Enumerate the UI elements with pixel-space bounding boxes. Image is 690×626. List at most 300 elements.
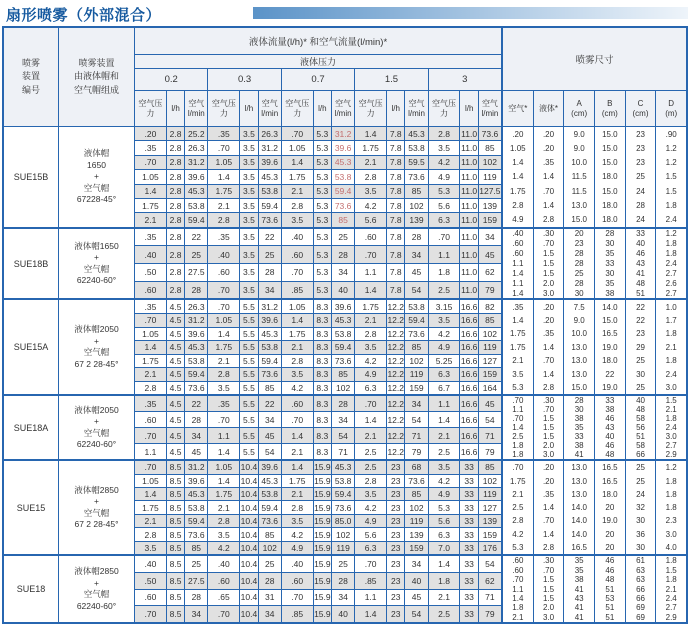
dim-value: 46 [605,565,615,575]
flow-cell: 59.4 [259,355,281,368]
dims-column [503,127,533,227]
flow-cell: 10.4 [240,529,258,540]
flow-cell: 28 [185,412,207,427]
dims-column [503,461,533,554]
flow-cell: 59.4 [185,368,207,381]
dim-value: 7.5 [573,302,585,312]
dim-value: 35 [605,278,615,288]
dim-value: 63 [636,565,645,575]
flow-cell: 1.75 [208,341,239,354]
flow-cell: 8.3 [314,444,331,459]
flow-cell: 1.4 [355,127,386,140]
flow-cell: 12.2 [387,428,404,443]
dim-value: 35 [574,556,584,566]
flow-cell: 27.5 [185,264,207,281]
dim-value: 30 [636,369,645,379]
flow-cell: 39.6 [259,156,281,169]
flow-cell: 4.2 [429,328,460,341]
dim-value: 25 [636,356,645,366]
flow-cell: 26.3 [185,141,207,154]
pressure-value: 0.7 [281,69,354,90]
dim-value: 1.8 [665,200,677,210]
dim-value: 38 [605,288,615,298]
dim-value: 5.3 [512,383,524,393]
flow-cell: 5.5 [240,444,257,459]
flow-cell: 3.5 [240,170,257,183]
lh-label: l/h [239,91,257,126]
flow-cell: 79 [479,606,501,622]
dim-value: 1.8 [665,575,677,585]
flow-cell: 3.5 [282,368,313,381]
flow-cell: 23 [387,515,404,527]
flow-cell: 119 [332,542,354,554]
dims-column [594,556,625,622]
dim-value: 1.5 [542,584,555,594]
flow-cell: .60 [135,282,166,299]
air-lmin-label [404,91,427,126]
flow-cell: 33 [460,573,477,589]
flow-cell: 54 [479,556,501,572]
flow-cell: 22 [259,396,281,411]
flow-cell: 1.8 [429,573,460,589]
dim-value: 1.75 [510,342,526,352]
dims-column [625,556,656,622]
spec-block [4,394,686,459]
dim-value: 1.5 [542,259,555,269]
dim-value: 40 [636,396,645,406]
dim-value: 25 [636,463,645,473]
flow-cell: .70 [282,264,313,281]
dim-value: 35 [574,423,584,433]
dim-value: 29 [636,342,645,352]
flow-cell: 1.4 [135,341,166,354]
dim-value: 28 [605,229,615,239]
air-lmin-line: l/min [261,108,279,118]
flow-cell: 22 [185,396,207,411]
flow-cell: 79 [479,282,501,299]
dim-value: 1.2 [665,143,677,153]
pressure-values-row [135,69,501,91]
dim-value: 61 [636,556,645,566]
flow-cell: 71 [479,428,501,443]
flow-cell: 5.3 [314,213,331,226]
flow-cell: 5.3 [429,501,460,513]
dim-value: 1.8 [512,450,524,460]
dims-section [503,300,686,394]
flow-cell: 10.4 [240,542,258,553]
air-lmin-line: l/min [187,108,205,118]
dim-value: 51 [636,432,645,442]
flow-cell: 7.8 [387,170,404,183]
dim-value: 1.4 [512,316,524,326]
dim-value: 2.5 [512,503,524,513]
dim-value: 2.0 [542,441,555,451]
dim-value: 1.5 [665,186,677,196]
pressure-value: 1.5 [354,69,427,90]
flow-cell: .35 [135,229,166,246]
dim-value: 28 [574,278,584,288]
flow-cell: 54 [259,444,281,459]
flow-cell: 25 [259,246,281,263]
flow-cell: 39.6 [259,461,281,473]
dims-col-line: C [637,98,644,108]
flow-cell: 8.5 [167,488,184,500]
flow-cell: 73.6 [405,328,427,341]
flow-grid [135,396,503,459]
dims-col-label [563,91,594,126]
flow-cell: 40 [332,606,354,622]
flow-cell: 1.4 [135,185,166,198]
flow-cell: 2.8 [167,229,184,246]
flow-cell: 53.8 [332,170,354,183]
dim-value: 1.2 [665,158,677,168]
flow-cell: 1.4 [282,156,313,169]
flow-cell: 4.5 [167,412,184,427]
flow-cell: 23 [387,556,404,572]
flow-cell: .35 [208,396,239,411]
dim-value: 1.8 [665,356,677,366]
dim-value: 16.5 [602,463,618,473]
flow-cell: 5.5 [240,300,257,313]
flow-cell: 2.1 [135,368,166,381]
flow-cell: 8.3 [314,328,331,341]
dim-value: 20 [574,229,584,239]
flow-cell: 4.5 [167,314,184,327]
flow-cell: 127.5 [479,186,501,197]
lh-label: l/h [313,91,331,126]
dim-value: 1.05 [510,143,526,153]
flow-cell: .70 [282,590,313,606]
flow-cell: 73.6 [185,528,207,540]
flow-cell: 2.1 [135,213,166,226]
flow-cell: 1.75 [135,355,166,368]
flow-cell: .70 [135,428,166,443]
flow-cell: 102 [479,328,501,341]
dims-column [655,461,686,554]
dim-value: 2.4 [665,259,677,269]
lh-label: l/h [166,91,184,126]
dim-value: 1.4 [512,593,524,603]
flow-cell: 16.6 [460,369,478,380]
dim-value: 18.0 [602,356,618,366]
flow-cell: 1.75 [135,501,166,513]
flow-cell: 12.2 [387,396,404,411]
dim-value: 69 [636,603,645,613]
flow-cell: 8.5 [167,475,184,487]
flow-cell: 22 [185,229,207,246]
flow-cell: .85 [282,606,313,622]
flow-cell: 139 [479,199,501,212]
flow-cell: 4.2 [429,475,460,487]
dim-value: 2.7 [665,288,677,298]
air-lmin-label [331,91,354,126]
flow-cell: 4.9 [429,488,460,500]
flow-cell: 73.6 [405,475,427,487]
flow-cell: 45.3 [332,156,354,169]
flow-cell: 8.3 [314,368,331,381]
dim-value: 20 [605,542,615,552]
dim-value: 43 [636,259,645,269]
flow-cell: 16.6 [460,301,478,312]
device-id: SUE15A [4,300,59,394]
flow-cell: 59.4 [332,185,354,198]
air-lmin-line: 空气 [481,98,498,108]
flow-cell: 10.4 [240,556,257,572]
flow-cell: 33 [460,515,477,527]
flow-cell: 4.2 [355,501,386,513]
flow-cell: 102 [479,156,501,169]
dim-value: 22 [636,316,645,326]
flow-cell: 28 [332,396,354,411]
dim-value: 2.4 [665,215,677,225]
flow-cell: 2.8 [167,170,184,183]
dim-value: 69 [636,612,645,622]
dims-column [655,229,686,299]
flow-cell: 5.3 [314,229,331,246]
flow-cell: 25 [185,246,207,263]
flow-grid [135,556,503,622]
flow-cell: 28 [259,264,281,281]
dim-value: 2.8 [512,200,524,210]
caps-line: 67228-45° [76,194,117,205]
flow-cell: 8.5 [167,515,184,527]
dim-value: 2.4 [665,369,677,379]
dims-col-line: (cm) [571,108,588,118]
flow-cell: 25 [259,556,281,572]
flow-cell: 7.8 [387,199,404,212]
dims-column [503,556,533,622]
caps-line: 液体帽1650 [74,240,119,251]
flow-cell: 1.1 [429,396,460,411]
flow-cell: 85 [405,341,427,354]
dims-col-line: B [607,98,613,108]
flow-cell: 5.3 [314,246,331,263]
flow-cell: 73.6 [185,382,207,395]
dim-value: 2.5 [512,432,524,442]
dims-column [563,556,594,622]
flow-cell: 59.4 [405,314,427,327]
dim-value: 25 [636,383,645,393]
flow-cell: 1.05 [135,328,166,341]
flow-cell: 31.2 [185,461,207,473]
flow-cell: 7.8 [387,127,404,140]
flow-cell: 1.05 [208,156,239,169]
dim-value: 30 [605,268,615,278]
flow-cell: 5.6 [355,213,386,226]
flow-cell: 4.5 [167,444,184,459]
dims-column [625,300,656,394]
flow-cell: 1.75 [208,185,239,198]
flow-cell: .60 [135,590,166,606]
flow-cell: 1.4 [208,328,239,341]
flow-cell: 3.5 [240,141,257,154]
flow-cell: 1.05 [208,314,239,327]
dim-value: 32 [636,503,645,513]
flow-cell: 102 [332,528,354,540]
caps-line: 液体帽 [83,148,110,159]
flow-cell: 16.6 [460,396,477,411]
dim-value: 14.0 [571,529,587,539]
flow-cell: 16.6 [460,342,478,353]
caps-line: 67 2 28-45° [74,358,119,369]
dim-value: .20 [542,143,555,153]
dim-value: .20 [542,463,555,473]
flow-cell: 23 [387,501,404,513]
flow-cell: 119 [405,515,427,527]
flow-cell: 59.5 [405,156,427,169]
dim-value: 15.0 [602,316,618,326]
dim-value: 2.4 [665,423,677,433]
flow-grid [135,229,503,299]
flow-cell: 12.2 [387,412,404,427]
dim-value: 14.0 [602,302,618,312]
caps-line: 空气帽 [83,347,110,358]
dim-value: 51 [605,584,615,594]
dims-column [625,127,656,227]
dims-column [594,229,625,299]
flow-cell: 45 [185,444,207,459]
flow-cell: 5.5 [240,314,257,327]
flow-cell: 71 [405,428,427,443]
flow-cell: 11.0 [460,264,477,281]
dim-value: 24 [636,489,645,499]
dims-column [533,556,564,622]
flow-cell: 10.4 [240,489,258,500]
flow-cell: .40 [208,556,239,572]
header-line: 喷雾装置 [78,57,115,68]
flow-cell: .70 [208,606,239,622]
flow-cell: 16.6 [460,328,478,339]
dim-value: 2.1 [512,489,524,499]
flow-cell: 2.8 [355,328,386,341]
flow-cell: 3.5 [282,213,313,226]
spray-dims-title: 喷雾尺寸 [503,28,686,91]
flow-cell: 1.4 [208,444,239,459]
flow-cell: 2.8 [167,264,184,281]
flow-grid [135,127,503,227]
dim-value: 14.0 [571,516,587,526]
flow-cell: 7.8 [387,156,404,169]
flow-cell: 159 [479,528,501,540]
air-lmin-line: l/min [334,108,352,118]
flow-cell: 10.4 [240,573,257,589]
flow-cell: 3.5 [208,382,239,395]
caps-description [59,556,135,622]
flow-cell: .60 [282,246,313,263]
flow-cell: 4.5 [167,396,184,411]
flow-cell: 34 [332,264,354,281]
flow-cell: 8.5 [167,501,184,513]
flow-cell: 85 [479,314,501,327]
col-header-caps-composition [59,28,135,126]
dim-value: 1.7 [665,316,677,326]
flow-cell: 34 [259,412,281,427]
air-lmin-label [478,91,501,126]
dims-header-section [503,28,686,126]
dim-value: 23 [636,329,645,339]
dim-value: .60 [512,249,524,259]
header-line: 由液体帽和 [73,71,119,82]
flow-cell: 2.1 [282,444,313,459]
dim-value: 46 [636,249,645,259]
dims-column [533,461,564,554]
flow-cell: 15.9 [314,556,331,572]
flow-cell: 102 [405,501,427,513]
dims-column [594,396,625,459]
caps-line: 67 2 28-45° [74,519,119,530]
flow-cell: 34 [185,606,207,622]
dims-column [594,461,625,554]
flow-cell: 139 [405,528,427,540]
flow-cell: 2.8 [355,475,386,487]
dims-column [533,300,564,394]
flow-cell: 8.5 [167,590,184,606]
dim-value: 51 [605,603,615,613]
dim-value: 1.4 [542,172,555,182]
spec-block [4,227,686,299]
flow-cell: 15.9 [314,502,331,513]
flow-cell: 2.8 [208,515,239,527]
dim-value: .30 [542,396,555,406]
flow-cell: 53.8 [185,355,207,368]
flow-cell: 1.4 [282,428,313,443]
caps-line: 液体帽2850 [74,566,119,577]
flow-cell: 3.5 [429,314,460,327]
flow-subheaders-row [135,91,501,126]
flow-cell: 53.8 [185,501,207,513]
flow-cell: 5.3 [314,127,331,140]
dim-value: 30 [574,405,584,415]
flow-cell: 54 [405,282,427,299]
flow-cell: 31.2 [259,141,281,154]
flow-cell: 5.5 [240,328,257,341]
flow-cell: 25 [185,556,207,572]
caps-line: 空气帽 [83,263,110,274]
flow-cell: 34 [479,229,501,246]
flow-cell: 12.2 [387,444,404,459]
flow-cell: 2.5 [355,444,386,459]
flow-cell: 11.0 [461,157,478,168]
dim-value: .20 [542,476,555,486]
flow-cell: 3.5 [240,282,257,299]
header-line: 喷雾 [21,57,40,68]
flow-cell: 10.4 [240,590,257,606]
dim-value: 30 [636,542,645,552]
flow-cell: 3.5 [355,488,386,500]
flow-cell: 59.4 [259,501,281,513]
dim-value: 1.8 [665,249,677,259]
flow-cell: 5.3 [314,282,331,299]
dim-value: 1.5 [542,432,555,442]
flow-cell: 1.4 [282,461,313,473]
flow-cell: 3.5 [282,515,313,527]
caps-line: + [94,335,99,346]
flow-cell: 8.3 [314,341,331,354]
flow-cell: 1.75 [282,328,313,341]
dim-value: .35 [542,158,555,168]
flow-cell: 2.1 [429,590,460,606]
dim-value: 41 [574,603,584,613]
air-lmin-label [258,91,281,126]
flow-cell: 4.5 [167,341,184,354]
flow-cell: 53.8 [405,300,427,313]
dim-value: 18.0 [602,172,618,182]
flow-cell: .70 [135,461,166,473]
flow-cell: 3.5 [429,141,460,154]
flow-cell: 16.6 [460,383,478,394]
dim-value: .90 [665,129,677,139]
flow-cell: 15.9 [314,590,331,606]
